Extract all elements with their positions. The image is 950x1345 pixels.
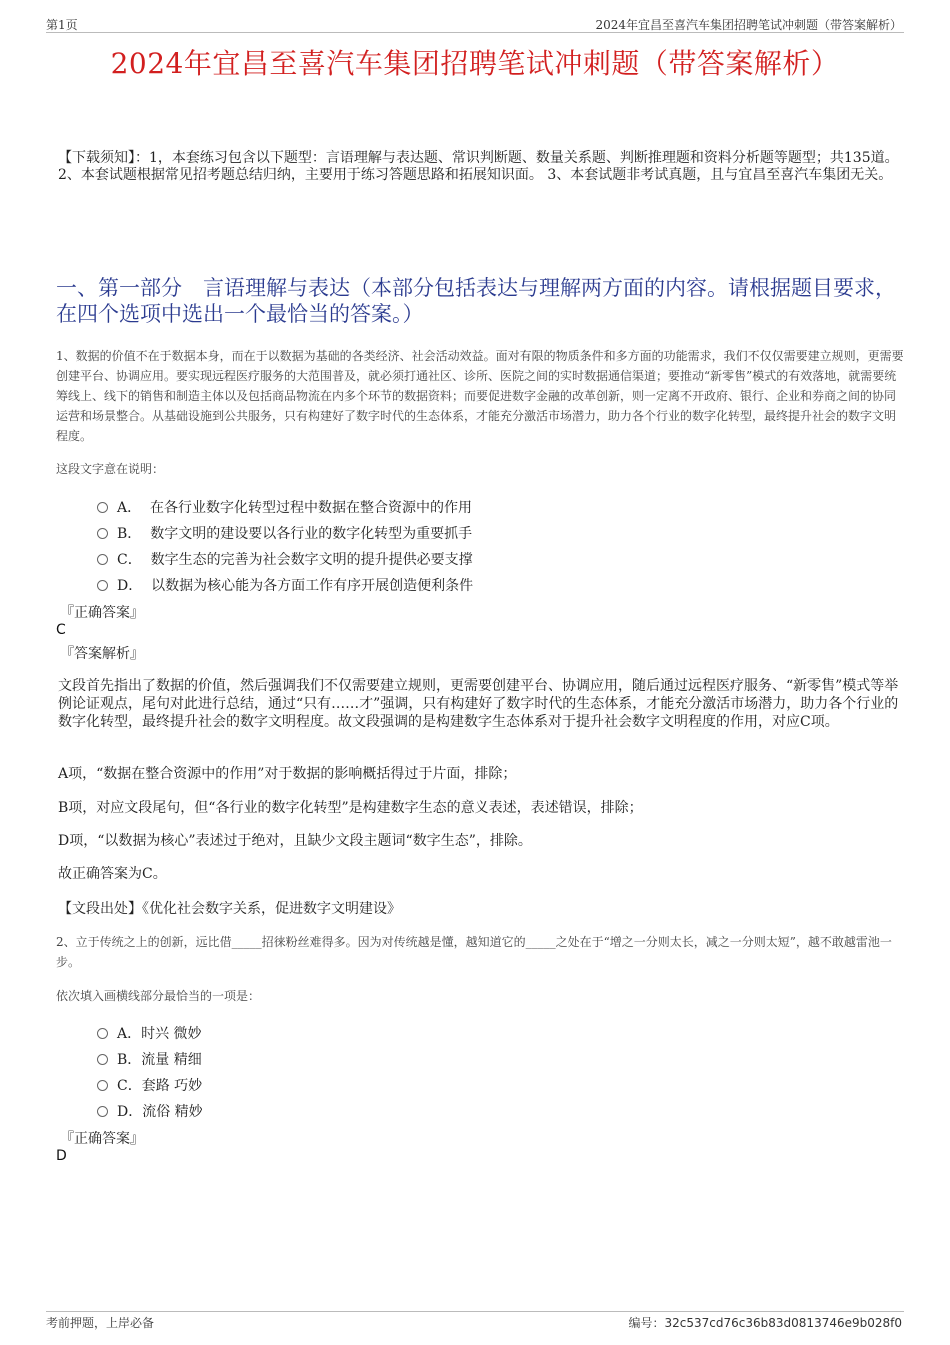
option-label: D． 以数据为核心能为各方面工作有序开展创造便利条件 [117, 578, 474, 594]
option-label: B． 数字文明的建设要以各行业的数字化转型为重要抓手 [117, 526, 473, 542]
analysis-label: 『答案解析』 [60, 646, 144, 662]
page-number: 第1页 [46, 18, 78, 32]
option-label: C．套路 巧妙 [117, 1078, 203, 1094]
option-label: A． 在各行业数字化转型过程中数据在整合资源中的作用 [117, 500, 473, 516]
radio-button[interactable] [97, 1028, 108, 1039]
analysis-option-d: D项，“以数据为核心”表述过于绝对，且缺少文段主题词“数字生态”，排除。 [58, 833, 532, 849]
question-2-option-d[interactable] [97, 1101, 203, 1121]
analysis-option-a: A项，“数据在整合资源中的作用”对于数据的影响概括得过于片面，排除； [58, 766, 517, 782]
question-1-text: 1、数据的价值不在于数据本身，而在于以数据为基础的各类经济、社会活动效益。面对有限的物质条件和多方面的功能需求，我们不仅仅需要建立规则，更需要创建平台、协调应用。要实现远程医疗服务的大范围普及，就必须打通社区、诊所、医院之间的实时数据通信渠道；要推动“新零售”模式的有效落地，就需要统筹线上、线下的销售和制造主体以及包括商品物流在内多个环节的数据资料；而要促进数字金融的改革创新，则一定离不开政府、银行、企业和券商之间的协同运营和场景整合。从基础设施到公共服务，只有构建好了数字时代的生态体系，才能充分激活市场潜力，助力各个行业的数字化转型，最终提升社会的数字文明程度。 [56, 349, 904, 443]
radio-button[interactable] [97, 528, 108, 539]
radio-button[interactable] [97, 554, 108, 565]
section-heading: 一、第一部分 言语理解与表达（本部分包括表达与理解两方面的内容。请根据题目要求，在四个选项中选出一个最恰当的答案。） [56, 276, 896, 326]
footer-slogan: 考前押题，上岸必备 [46, 1316, 155, 1330]
analysis-conclusion: 故正确答案为C。 [58, 866, 167, 882]
header-divider [46, 32, 904, 33]
analysis-text: 文段首先指出了数据的价值，然后强调我们不仅需要建立规则，更需要创建平台、协调应用，随后通过远程医疗服务、“新零售”模式等举例论证观点，尾句对此进行总结，通过“只有……才”强调，只有构建好了数字时代的生态体系，才能充分激活市场潜力，助力各个行业的数字化转型，最终提升社会的数字文明程度。故文段强调的是构建数字生态体系对于提升社会数字文明程度的作用，对应C项。 [58, 678, 899, 730]
question-2-text: 2、立于传统之上的创新，远比借_____招徕粉丝难得多。因为对传统越是懂，越知道它的_____之处在于“增之一分则太长，减之一分则太短”，越不敢越雷池一步。 [56, 935, 892, 969]
radio-button[interactable] [97, 502, 108, 513]
header-doc-title: 2024年宜昌至喜汽车集团招聘笔试冲刺题（带答案解析） [595, 18, 902, 32]
question-1-option-d[interactable] [97, 575, 473, 595]
footer-code [629, 1314, 902, 1331]
question-1-option-c[interactable] [97, 549, 473, 569]
correct-answer-value: D [56, 1148, 67, 1164]
option-label: A．时兴 微妙 [117, 1026, 202, 1042]
download-notice: 【下载须知】：1，本套练习包含以下题型：言语理解与表达题、常识判断题、数量关系题、判断推理题和资料分析题等题型；共135道。 2、本套试题根据常见招考题总结归纳，主要用于练习答题思路和拓展知识面。 3、本套试题非考试真题，且与宜昌至喜汽车集团无关。 [58, 150, 899, 183]
radio-button[interactable] [97, 580, 108, 591]
question-2-option-c[interactable] [97, 1075, 202, 1095]
correct-answer-label: 『正确答案』 [60, 605, 144, 621]
radio-button[interactable] [97, 1080, 108, 1091]
question-2-option-b[interactable] [97, 1049, 202, 1069]
radio-button[interactable] [97, 1054, 108, 1065]
passage-source: 【文段出处】《优化社会数字关系，促进数字文明建设》 [58, 901, 401, 917]
footer-code-label: 编号： [628, 1316, 665, 1330]
correct-answer-label: 『正确答案』 [60, 1131, 144, 1147]
question-1-option-a[interactable] [97, 497, 472, 517]
option-label: B．流量 精细 [117, 1052, 202, 1068]
question-2-option-a[interactable] [97, 1023, 202, 1043]
question-2-prompt: 依次填入画横线部分最恰当的一项是： [56, 989, 261, 1003]
option-label: C． 数字生态的完善为社会数字文明的提升提供必要支撑 [117, 552, 473, 568]
question-1-option-b[interactable] [97, 523, 472, 543]
radio-button[interactable] [97, 1106, 108, 1117]
page-title: 2024年宜昌至喜汽车集团招聘笔试冲刺题（带答案解析） [110, 47, 840, 80]
footer-code-value: 32c537cd76c36b83d0813746e9b028f0 [664, 1316, 902, 1330]
option-label: D．流俗 精妙 [117, 1104, 203, 1120]
correct-answer-value: C [56, 622, 66, 638]
footer-divider [46, 1311, 904, 1312]
analysis-option-b: B项，对应文段尾句，但“各行业的数字化转型”是构建数字生态的意义表述，表述错误，排除； [58, 800, 643, 816]
question-1-prompt: 这段文字意在说明： [56, 462, 165, 476]
